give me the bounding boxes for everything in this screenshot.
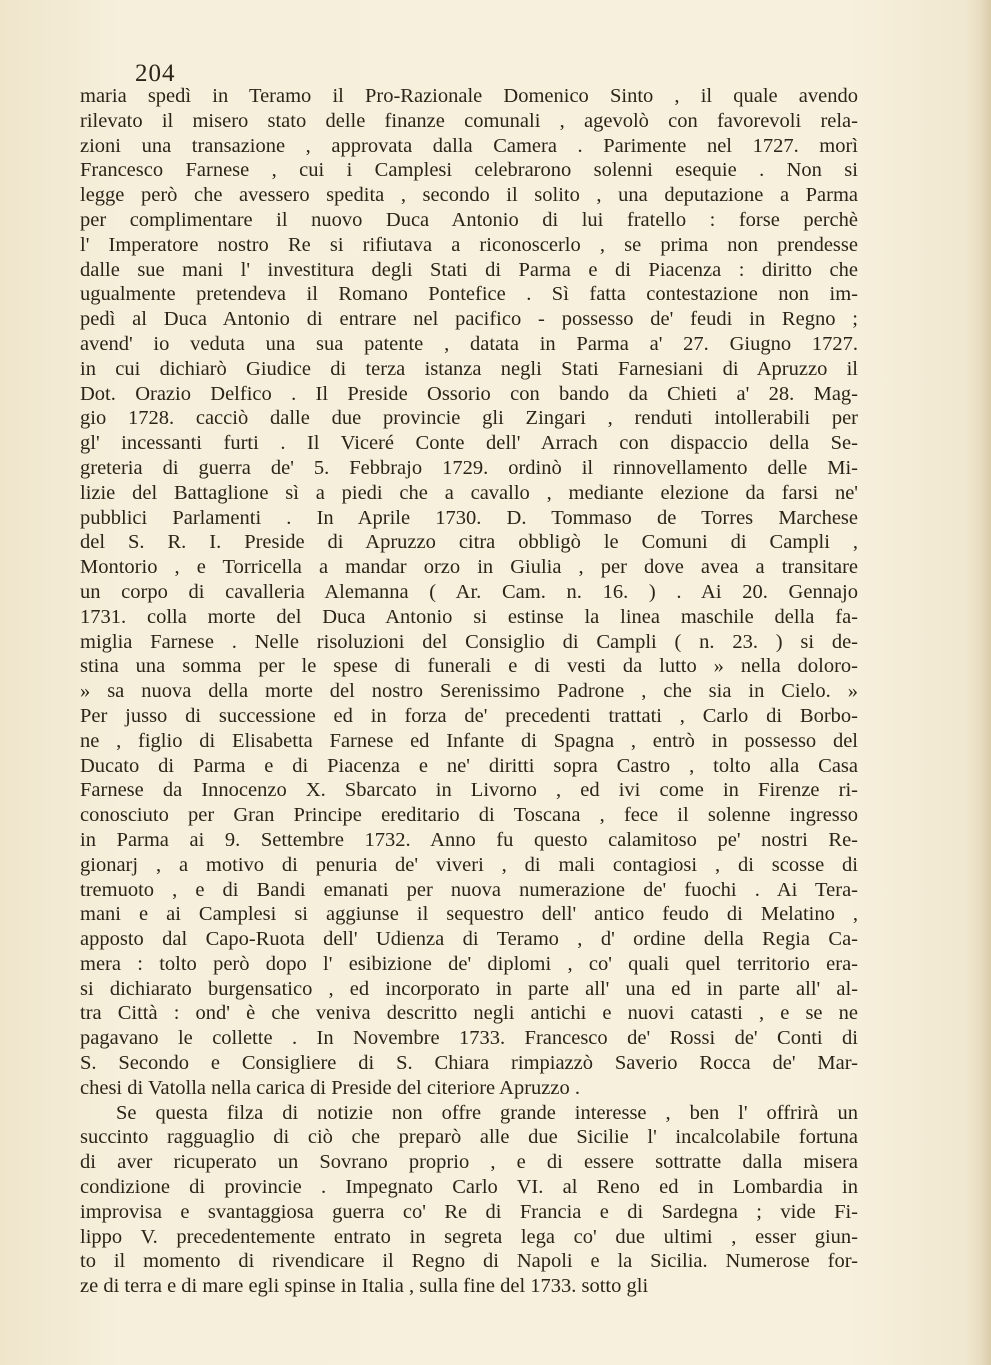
text-line: in Parma ai 9. Settembre 1732. Anno fu questo calamitoso pe' nostri Re- xyxy=(80,828,858,851)
text-line: tremuoto , e di Bandi emanati per nuova numerazione de' fuochi . Ai Tera- xyxy=(80,878,858,901)
text-line: Dot. Orazio Delfico . Il Preside Ossorio con bando da Chieti a' 28. Mag- xyxy=(80,382,858,405)
text-line: gio 1728. cacciò dalle due provincie gli Zingari , renduti intollerabili per xyxy=(80,407,858,430)
text-line: chesi di Vatolla nella carica di Preside del citeriore Apruzzo . xyxy=(80,1076,580,1099)
text-line: l' Imperatore nostro Re si rifiutava a riconoscerlo , se prima non prendesse xyxy=(80,233,858,256)
text-line: per complimentare il nuovo Duca Antonio di lui fratello : forse perchè xyxy=(80,208,858,231)
text-line: to il momento di rivendicare il Regno di Napoli e la Sicilia. Numerose for- xyxy=(80,1250,858,1273)
text-line: miglia Farnese . Nelle risoluzioni del Consiglio di Campli ( n. 23. ) si de- xyxy=(80,630,858,653)
text-line: 1731. colla morte del Duca Antonio si estinse la linea maschile della fa- xyxy=(80,605,858,628)
text-line: Farnese da Innocenzo X. Sbarcato in Livorno , ed ivi come in Firenze ri- xyxy=(80,779,858,802)
text-line: di aver ricuperato un Sovrano proprio , e di essere sottratte dalla misera xyxy=(80,1151,858,1174)
paragraph xyxy=(80,84,858,1101)
text-line: » sa nuova della morte del nostro Serenissimo Padrone , che sia in Cielo. » xyxy=(80,680,858,703)
page-number: 204 xyxy=(135,60,176,87)
text-line: maria spedì in Teramo il Pro-Razionale Domenico Sinto , il quale avendo xyxy=(80,85,858,107)
text-line: pagavano le collette . In Novembre 1733. Francesco de' Rossi de' Conti di xyxy=(80,1027,858,1050)
text-line: ne , figlio di Elisabetta Farnese ed Infante di Spagna , entrò in possesso del xyxy=(80,729,858,752)
text-line: rilevato il misero stato delle finanze comunali , agevolò con favorevoli rela- xyxy=(80,109,858,132)
text-line: dalle sue mani l' investitura degli Stati di Parma e di Piacenza : diritto che xyxy=(80,258,858,281)
body-text xyxy=(80,84,858,1299)
text-line: in cui dichiarò Giudice di terza istanza negli Stati Farnesiani di Apruzzo il xyxy=(80,357,858,380)
text-line: Per jusso di successione ed in forza de' precedenti trattati , Carlo di Borbo- xyxy=(80,704,858,727)
text-line: gl' incessanti furti . Il Viceré Conte dell' Arrach con dispaccio della Se- xyxy=(80,432,858,455)
text-line: apposto dal Capo-Ruota dell' Udienza di Teramo , d' ordine della Regia Ca- xyxy=(80,928,858,951)
text-line: conosciuto per Gran Principe ereditario di Toscana , fece il solenne ingresso xyxy=(80,804,858,827)
text-line: tra Città : ond' è che veniva descritto negli antichi e nuovi catasti , e se ne xyxy=(80,1002,858,1025)
text-line: ugualmente pretendeva il Romano Pontefice . Sì fatta contestazione non im- xyxy=(80,283,858,306)
text-line: pubblici Parlamenti . In Aprile 1730. D. Tommaso de Torres Marchese xyxy=(80,506,858,529)
text-line: Montorio , e Torricella a mandar orzo in Giulia , per dove avea a transitare xyxy=(80,556,858,579)
text-line: gionarj , a motivo di penuria de' viveri , di mali contagiosi , di scosse di xyxy=(80,853,858,876)
text-line: del S. R. I. Preside di Apruzzo citra obbligò le Comuni di Campli , xyxy=(80,531,858,554)
text-line: greteria di guerra de' 5. Febbrajo 1729. ordinò il rinnovellamento delle Mi- xyxy=(80,456,858,479)
text-line: legge però che avessero spedita , secondo il solito , una deputazione a Parma xyxy=(80,184,858,207)
text-line: si dichiarato burgensatico , ed incorporato in parte all' una ed in parte all' al- xyxy=(80,977,858,1000)
text-line: Ducato di Parma e di Piacenza e ne' diritti sopra Castro , tolto alla Casa xyxy=(80,754,858,777)
text-line: ze di terra e di mare egli spinse in Italia , sulla fine del 1733. sotto gli xyxy=(80,1275,649,1298)
text-line: condizione di provincie . Impegnato Carlo VI. al Reno ed in Lombardia in xyxy=(80,1176,858,1199)
text-line: improvisa e svantaggiosa guerra co' Re di Francia e di Sardegna ; vide Fi- xyxy=(80,1200,858,1223)
text-line: lizie del Battaglione sì a piedi che a cavallo , mediante elezione da farsi ne' xyxy=(80,481,858,504)
text-line: Se questa filza di notizie non offre grande interesse , ben l' offrirà un xyxy=(116,1101,858,1124)
page-gutter-shadow xyxy=(965,0,991,1365)
text-line: pedì al Duca Antonio di entrare nel pacifico - possesso de' feudi in Regno ; xyxy=(80,308,858,331)
text-line: succinto ragguaglio di ciò che preparò alle due Sicilie l' incalcolabile fortuna xyxy=(80,1126,858,1149)
text-line: avend' io veduta una sua patente , datata in Parma a' 27. Giugno 1727. xyxy=(80,332,858,355)
text-line: lippo V. precedentemente entrato in segreta lega co' due ultimi , esser giun- xyxy=(80,1225,858,1248)
text-line: stina una somma per le spese di funerali e di vesti da lutto » nella doloro- xyxy=(80,655,858,678)
text-line: Francesco Farnese , cui i Camplesi celebrarono solenni esequie . Non si xyxy=(80,159,858,182)
text-line: un corpo di cavalleria Alemanna ( Ar. Cam. n. 16. ) . Ai 20. Gennajo xyxy=(80,580,858,603)
text-line: zioni una transazione , approvata dalla Camera . Parimente nel 1727. morì xyxy=(80,134,858,157)
paragraph xyxy=(80,1101,858,1299)
text-line: mera : tolto però dopo l' esibizione de' diplomi , co' quali quel territorio era- xyxy=(80,952,858,975)
text-line: mani e ai Camplesi si aggiunse il sequestro dell' antico feudo di Melatino , xyxy=(80,903,858,926)
text-line: S. Secondo e Consigliere di S. Chiara rimpiazzò Saverio Rocca de' Mar- xyxy=(80,1052,858,1075)
